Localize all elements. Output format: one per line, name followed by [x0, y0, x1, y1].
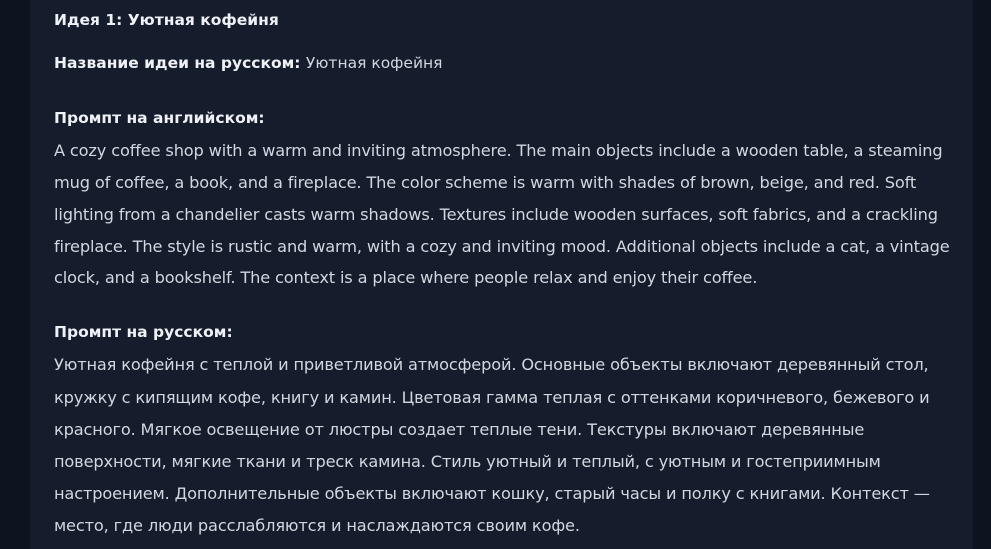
prompt-en-line: A cozy coffee shop with a warm and inviting atmosphere. The main objects include a wooden table, a steaming — [54, 141, 943, 160]
prompt-en-line: mug of coffee, a book, and a fireplace. The color scheme is warm with shades of brown, beige, and red. Soft — [54, 173, 917, 192]
prompt-ru-line: Уютная кофейня с теплой и приветливой атмосферой. Основные объекты включают деревянный стол, — [54, 355, 929, 374]
prompt-ru-line: настроением. Дополнительные объекты включают кошку, старый часы и полку с книгами. Контекст — — [54, 484, 930, 503]
prompt-ru-line: поверхности, мягкие ткани и треск камина. Стиль уютный и теплый, с уютным и гостеприимным — [54, 452, 881, 471]
left-gutter — [0, 0, 30, 549]
prompt-en-label: Промпт на английском: — [54, 109, 265, 127]
idea-title: Идея 1: Уютная кофейня — [54, 11, 279, 29]
right-gutter — [973, 0, 991, 549]
assistant-message — [30, 0, 973, 549]
prompt-ru-label: Промпт на русском: — [54, 323, 233, 341]
prompt-ru-line: место, где люди расслабляются и наслаждаются своим кофе. — [54, 516, 580, 535]
prompt-en-line: clock, and a bookshelf. The context is a place where people relax and enjoy their coffee. — [54, 268, 758, 287]
prompt-ru-line: красного. Мягкое освещение от люстры создает теплые тени. Текстуры включают деревянные — [54, 420, 865, 439]
prompt-ru-line: кружку с кипящим кофе, книгу и камин. Цветовая гамма теплая с оттенками коричневого, бежевого и — [54, 388, 930, 407]
prompt-en-line: lighting from a chandelier casts warm shadows. Textures include wooden surfaces, soft fabrics, and a crackling — [54, 205, 938, 224]
idea-name-value: Уютная кофейня — [305, 54, 443, 72]
prompt-en-line: fireplace. The style is rustic and warm, with a cozy and inviting mood. Additional objects include a cat, a vintage — [54, 237, 950, 256]
idea-name-row — [54, 54, 443, 72]
idea-name-label: Название идеи на русском: — [54, 54, 301, 72]
